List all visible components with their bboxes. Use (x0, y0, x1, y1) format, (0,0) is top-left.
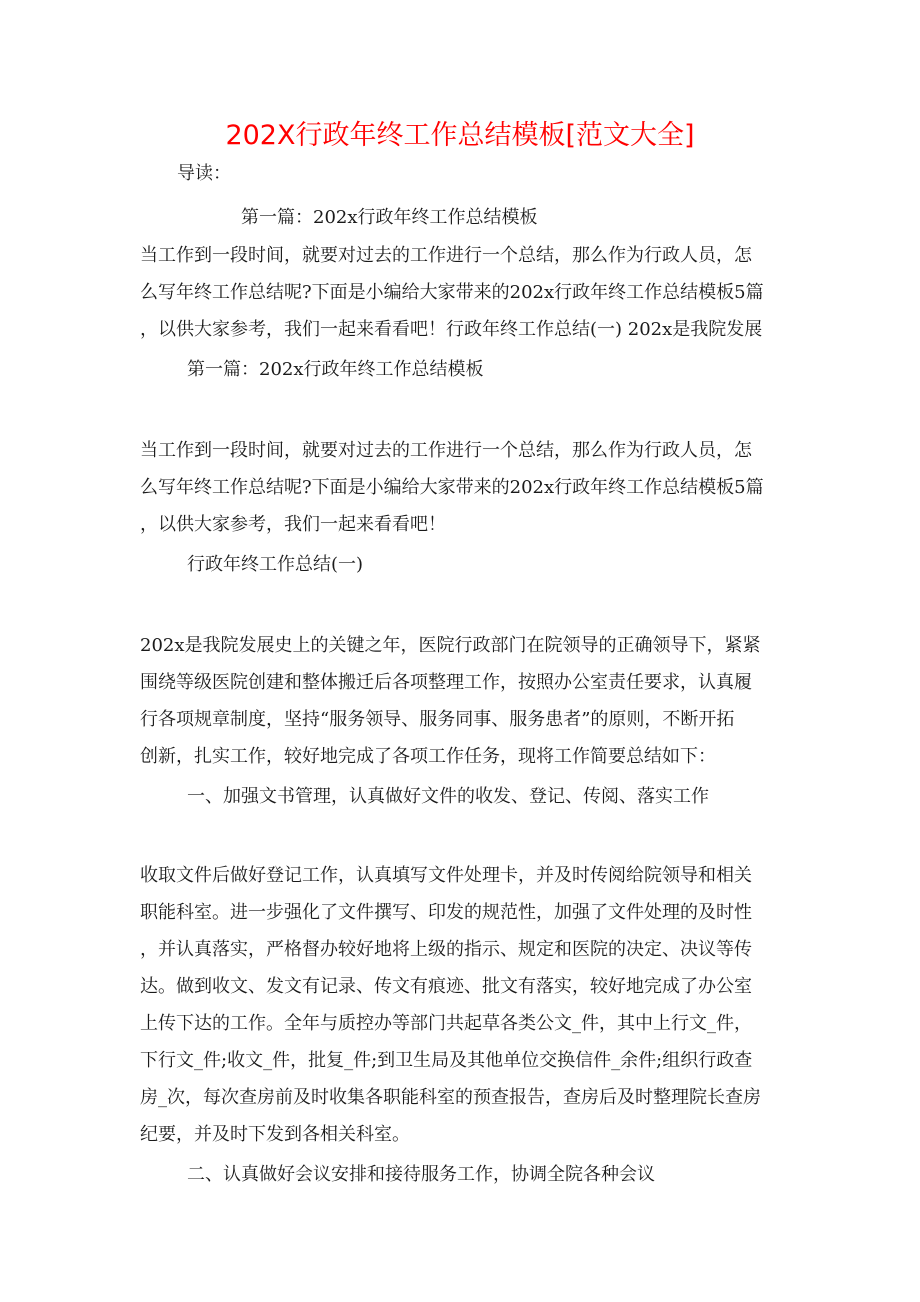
paragraph-1 (140, 627, 780, 775)
text-line: 围绕等级医院创建和整体搬迁后各项整理工作，按照办公室责任要求，认真履 (140, 672, 752, 693)
intro-heading: 第一篇：202x行政年终工作总结模板 (241, 207, 538, 228)
text-line: ，以供大家参考，我们一起来看看吧！ (140, 514, 446, 535)
text-line: 下行文_件;收文_件，批复_件;到卫生局及其他单位交换信件_余件;组织行政查 (140, 1050, 753, 1071)
point-1-heading: 一、加强文书管理，认真做好文件的收发、登记、传阅、落实工作 (187, 786, 709, 807)
text-line: 当工作到一段时间，就要对过去的工作进行一个总结，那么作为行政人员，怎 (140, 440, 752, 461)
intro-paragraph (140, 237, 780, 348)
text-line: 收取文件后做好登记工作，认真填写文件处理卡，并及时传阅给院领导和相关 (140, 865, 752, 886)
text-line: 上传下达的工作。全年与质控办等部门共起草各类公文_件，其中上行文_件， (140, 1013, 752, 1034)
text-line: 么写年终工作总结呢?下面是小编给大家带来的202x行政年终工作总结模板5篇 (140, 282, 764, 303)
point-2-heading: 二、认真做好会议安排和接待服务工作，协调全院各种会议 (187, 1164, 655, 1185)
text-line: 纪要，并及时下发到各相关科室。 (140, 1124, 410, 1145)
text-line: 么写年终工作总结呢?下面是小编给大家带来的202x行政年终工作总结模板5篇 (140, 477, 764, 498)
intro-label: 导读： (177, 163, 231, 184)
text-line: ，以供大家参考，我们一起来看看吧！行政年终工作总结(一) 202x是我院发展 (140, 319, 763, 340)
document-title: 202X行政年终工作总结模板[范文大全] (225, 120, 695, 151)
section-heading: 第一篇：202x行政年终工作总结模板 (187, 359, 484, 380)
text-line: 达。做到收文、发文有记录、传文有痕迹、批文有落实，较好地完成了办公室 (140, 976, 752, 997)
text-line: 职能科室。进一步强化了文件撰写、印发的规范性，加强了文件处理的及时性 (140, 902, 752, 923)
text-line: 行各项规章制度，坚持“服务领导、服务同事、服务患者”的原则，不断开拓 (140, 709, 735, 730)
subheading-summary-1: 行政年终工作总结(一) (187, 554, 364, 575)
text-line: 创新，扎实工作，较好地完成了各项工作任务，现将工作简要总结如下： (140, 746, 716, 767)
section-intro-paragraph (140, 432, 780, 543)
text-line: 房_次，每次查房前及时收集各职能科室的预查报告，查房后及时整理院长查房 (140, 1087, 761, 1108)
text-line: 当工作到一段时间，就要对过去的工作进行一个总结，那么作为行政人员，怎 (140, 245, 752, 266)
paragraph-2 (140, 857, 780, 1153)
text-line: ，并认真落实，严格督办较好地将上级的指示、规定和医院的决定、决议等传 (140, 939, 752, 960)
text-line: 202x是我院发展史上的关键之年，医院行政部门在院领导的正确领导下，紧紧 (140, 635, 761, 656)
